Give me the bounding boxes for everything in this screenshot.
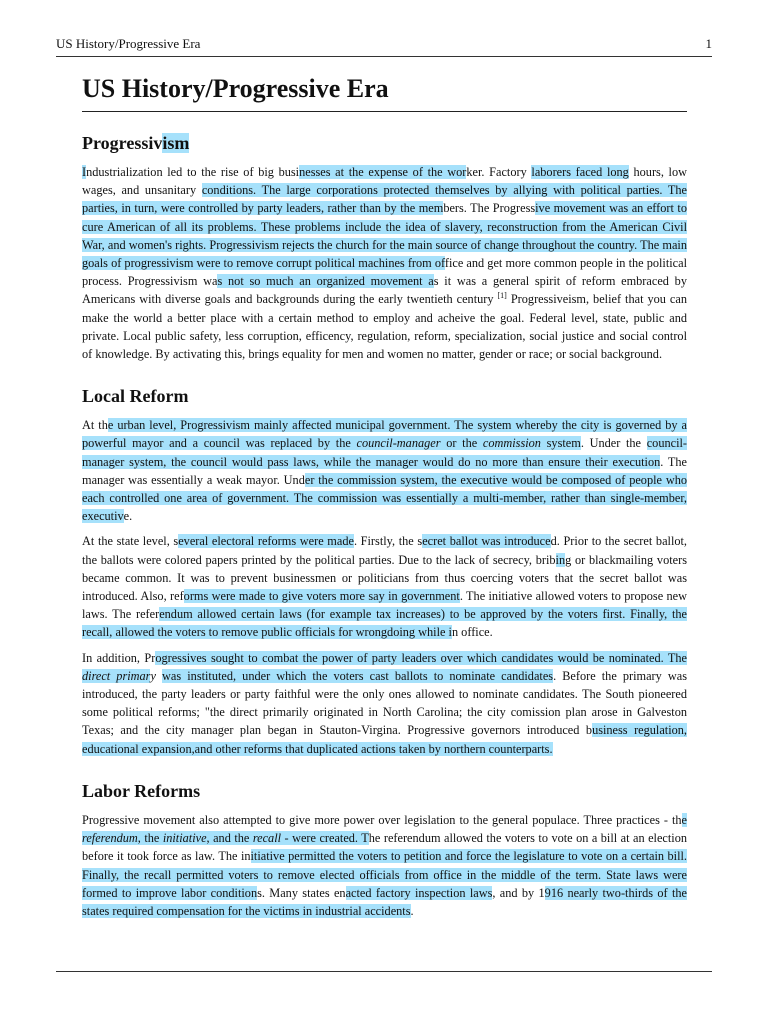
highlighted-text: or the xyxy=(440,436,483,451)
text-run: ndustrialization led to the rise of big xyxy=(86,165,274,179)
highlighted-text: ism xyxy=(162,133,190,153)
text-run: Progressive movement also attempted to give more power over legislation to the general populace. Three practices - th xyxy=(82,812,682,827)
text-run: busi xyxy=(273,165,300,179)
paragraph xyxy=(82,163,687,363)
highlighted-text: direct primar xyxy=(82,668,151,683)
text-run: At the state level, s xyxy=(82,534,179,549)
highlighted-text: in xyxy=(555,552,566,567)
text-run: s. Many states en xyxy=(257,885,346,900)
text-run: . The initiative allowed voters to propose new laws. The refer xyxy=(82,589,687,622)
header-rule xyxy=(56,56,712,57)
highlighted-text: council-manager system, the council would pass laws, while the manager would do no more than ensure their execution xyxy=(82,436,688,469)
highlighted-text: orms were made to give voters more say in government xyxy=(183,589,460,604)
section-heading-local-reform xyxy=(82,385,687,407)
highlighted-text: I xyxy=(82,165,87,179)
paragraph xyxy=(82,811,687,920)
footer-rule xyxy=(56,971,712,972)
text-run: d. Prior to the secret ballot, the ballots were colored papers printed by the political parties. Due to the lack of secrecy, brib xyxy=(82,534,687,567)
highlighted-text: usiness regulation, educational expansion,and other reforms that duplicated actions taken by northern counterparts. xyxy=(82,723,688,756)
text-run: Progressiv xyxy=(82,133,163,153)
running-title: US History/Progressive Era xyxy=(56,36,201,51)
text-run: ker. Factory xyxy=(466,165,532,179)
highlighted-text: ogressives sought to combat the power of party leaders over which candidates would be nominated. The xyxy=(155,650,687,665)
text-run: y xyxy=(150,668,156,683)
text-run: n office. xyxy=(451,625,493,640)
highlighted-text: everal electoral reforms were made xyxy=(178,534,354,549)
highlighted-text: , and the xyxy=(206,831,253,846)
highlighted-text: council-manager xyxy=(356,436,441,451)
paragraph xyxy=(82,532,687,641)
text-run: . Before the primary was introduced, the party leaders or party faithful were the only ones allowed to nominate candidates. The South pioneered some political reforms; "the direct primarily originated in North Carolina; the city comission plan arose in Galveston Texas; and the city manager plan began in Stauton-Virgina. Progressive governors introduced b xyxy=(82,668,688,738)
highlighted-text: endum allowed certain laws (for example tax increases) to be approved by the voters first. Finally, the recall, allowed the voters to remove public officials for wrongdoing while i xyxy=(82,607,687,640)
page-number: 1 xyxy=(705,36,712,51)
highlighted-text: tical parties. The parties, in turn, were controlled by party leaders, rather than by the mem xyxy=(82,183,687,216)
text-run: he referendum allowed the voters to vote on a bill at an election before it took force as law. The in xyxy=(82,831,687,864)
text-run: bers. The Progress xyxy=(443,201,536,216)
highlighted-text: nesses at the expense of the wor xyxy=(299,165,467,179)
text-run: Labor Reforms xyxy=(82,780,201,801)
text-run: e. xyxy=(123,509,133,524)
highlighted-text: acted factory inspection laws xyxy=(345,885,493,900)
citation-ref: [1] xyxy=(497,291,507,301)
highlighted-text: initiative xyxy=(162,831,207,846)
highlighted-text: e corporations protected themselves by allying with poli xyxy=(305,183,600,198)
text-run: At th xyxy=(82,418,108,433)
text-run: Local Reform xyxy=(82,386,189,407)
text-run: hours, low wages, and unsanitary xyxy=(82,165,688,198)
page-title: US History/Progressive Era xyxy=(82,73,687,112)
text-run: s it was a general spirit of reform embraced by Americans with diverse goals and backgrounds during the early twentieth century xyxy=(82,274,687,307)
text-run: In addition, Pr xyxy=(82,650,156,665)
text-run: fice and get more common people in the political process. Progressivism wa xyxy=(82,256,688,289)
highlighted-text: was instituted, under which the voters cast ballots to nominate candidates xyxy=(162,668,554,683)
highlighted-text: - were created. T xyxy=(281,831,369,846)
highlighted-text: er the commission system, the executive would be composed of people who each controlled one area of government. The commission was essentially a multi-member, rather than single-member, executiv xyxy=(82,472,687,524)
highlighted-text: laborers faced long xyxy=(531,165,629,179)
section-heading-labor-reforms xyxy=(82,780,687,802)
text-run: , and by 1 xyxy=(492,885,545,900)
paragraph xyxy=(82,416,687,525)
text-run: . xyxy=(410,903,414,918)
highlighted-text: s not so much an organized movement a xyxy=(217,274,434,289)
highlighted-text: system xyxy=(540,436,581,451)
highlighted-text: , the xyxy=(137,831,163,846)
highlighted-text: e urban level, Progressivism mainly affected municipal government. The system whereby the city is governed by a powerful mayor and a council was replaced by the xyxy=(82,418,687,451)
highlighted-text: referendum xyxy=(82,831,138,846)
highlighted-text: conditions. The larg xyxy=(201,183,306,198)
running-header xyxy=(56,36,712,52)
highlighted-text: recall xyxy=(252,831,282,846)
highlighted-text: itiative permitted the voters to petition and force the legislature to vote on a certain bill. Finally, the recall permitted voters to remove elected officials from office in the middle of the term. State laws were formed to improve labor condition xyxy=(82,849,687,900)
text-run: g or blackmailing voters became common. It was to prevent businessmen or politicians from thus coercing voters that the secret ballot was introduced. Also, ref xyxy=(82,552,687,604)
text-run: . Firstly, the s xyxy=(353,534,423,549)
highlighted-text: e xyxy=(681,812,687,827)
highlighted-text: 916 nearly two-thirds of the states required compensation for the victims in industrial accidents xyxy=(82,885,687,918)
document-body xyxy=(82,73,687,920)
paragraph xyxy=(82,649,687,758)
text-run: Progressiveism, belief that you can make the world a better place with a certain method to employ and acheive the goal. Federal level, state, public and private. Local public safety, less corruption, efficency, regulation, reform, specialization, social justice and social control of knowledge. By activating this, brings equality for men and women no matter, gender or race; or social background. xyxy=(82,292,687,362)
highlighted-text: ecret ballot was introduce xyxy=(422,534,551,549)
highlighted-text: commission xyxy=(482,436,541,451)
section-heading-progressivism xyxy=(82,132,687,154)
text-run: . The manager was essentially a weak mayor. Und xyxy=(82,454,688,487)
highlighted-text: ive movement was an effort to cure American of all its problems. These problems include the idea of slavery, reconstruction from the American Civil War, and women's rights. Progressivism rejects the church for the main source of change throughout the country. The main goals of progressivism were to remove corrupt political machines from of xyxy=(82,201,687,271)
text-run: . Under the xyxy=(580,436,647,451)
